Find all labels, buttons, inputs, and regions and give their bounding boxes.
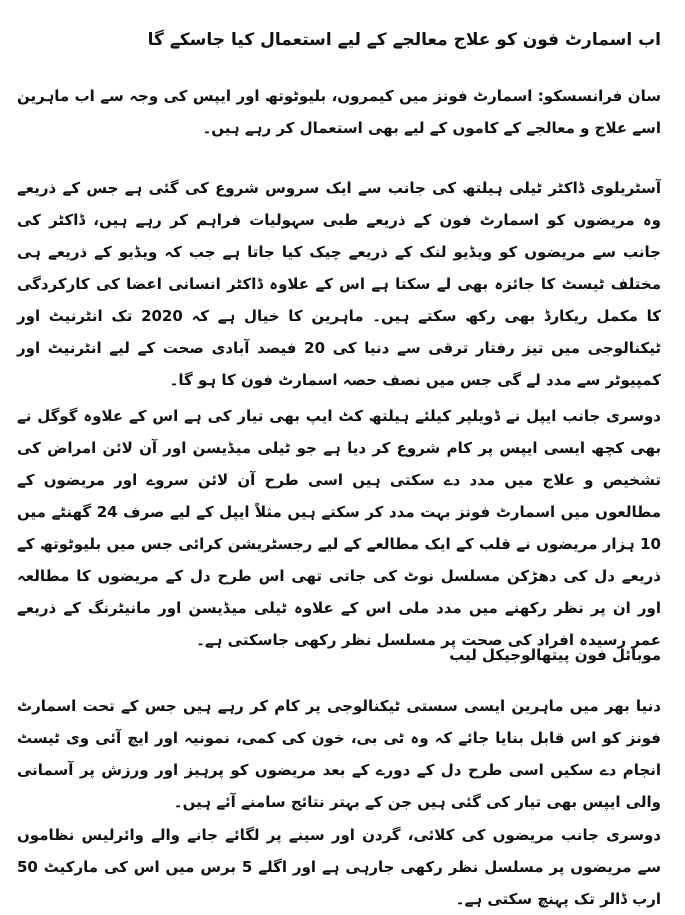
article-paragraph: دنیا بھر میں ماہرین ایسی سستی ٹیکنالوجی پر کام کر رہے ہیں جس کے تحت اسمارٹ فونز کو اس قابل بنایا جائے کہ وہ ٹی بی، خون کی کمی، نمونیہ اور ایچ آئی وی ٹیسٹ انجام دے سکیں اسی طرح دل کے دورے کے بعد مریضوں کو پرہیز اور ورزش پر آسمانی والی ایپس بھی تیار کی گئی ہیں جن کے بہتر نتائج سامنے آئے ہیں۔ (17, 697, 661, 811)
article-title: اب اسمارٹ فون کو علاج معالجے کے لیے استعمال کیا جاسکے گا (147, 30, 661, 50)
section-heading: موبائل فون پیتھالوجیکل لیب (449, 646, 661, 664)
article-paragraph: دوسری جانب ایپل نے ڈویلپر کیلئے ہیلتھ کٹ ایپ بھی تیار کی ہے اس کے علاوہ گوگل نے بھی کچھ ایسی ایپس پر کام شروع کر دیا ہے جو ٹیلی میڈیسن اور آن لائن امراض کی تشخیص و علاج میں مدد دے سکتی ہیں اسی طرح آن لائن سروے اور مریضوں کے مطالعوں میں اسمارٹ فونز بہت مدد کر سکتے ہیں مثلاً ایپل کے لیے صرف 24 گھنٹے میں 10 ہزار مریضوں نے قلب کے ایک مطالعے کے لیے رجسٹریشن کرائی جس میں بلیوٹوتھ کے ذریعے دل کی دھڑکن مسلسل نوٹ کی جاتی تھی اس طرح دل کے مریضوں کا مطالعہ اور ان پر نظر رکھنے میں مدد ملی اس کے علاوہ ٹیلی میڈیسن اور مانیٹرنگ کے ذریعے عمر رسیدہ افراد کی صحت پر مسلسل نظر رکھی جاسکتی ہے۔ (17, 407, 662, 649)
article-paragraph: سان فرانسسکو: اسمارٹ فونز میں کیمروں، بلیوٹوتھ اور ایپس کی وجہ سے اب ماہرین اسے علاج و معالجے کے کاموں کے لیے بھی استعمال کر رہے ہیں۔ (17, 87, 661, 137)
article-paragraph: آسٹریلوی ڈاکٹر ٹیلی ہیلتھ کی جانب سے ایک سروس شروع کی گئی ہے جس کے ذریعے وہ مریضوں کو اسمارٹ فون کے ذریعے طبی سہولیات فراہم کر رہے ہیں، ڈاکٹر کی جانب سے مریضوں کو ویڈیو لنک کے ذریعے چیک کیا جاتا ہے جب کہ ویڈیو کے ذریعے ہی مختلف ٹیسٹ کا جائزہ بھی لے سکتا ہے اس کے علاوہ ڈاکٹر انسانی اعضا کی کارکردگی کا مکمل ریکارڈ بھی رکھ سکتے ہیں۔ ماہرین کا خیال ہے کہ 2020 تک انٹرنیٹ اور ٹیکنالوجی میں تیز رفتار ترقی سے دنیا کی 20 فیصد آبادی صحت کے لیے انٹرنیٹ اور کمپیوٹر سے مدد لے گی جس میں نصف حصہ اسمارٹ فون کا ہو گا۔ (17, 179, 662, 389)
article-paragraph: دوسری جانب مریضوں کی کلائی، گردن اور سینے پر لگائے جانے والے وائرلیس نظاموں سے مریضوں پر مسلسل نظر رکھی جارہی ہے اور اگلے 5 برس میں اس کی مارکیٹ 50 ارب ڈالر تک پہنچ سکتی ہے۔ (17, 826, 661, 908)
